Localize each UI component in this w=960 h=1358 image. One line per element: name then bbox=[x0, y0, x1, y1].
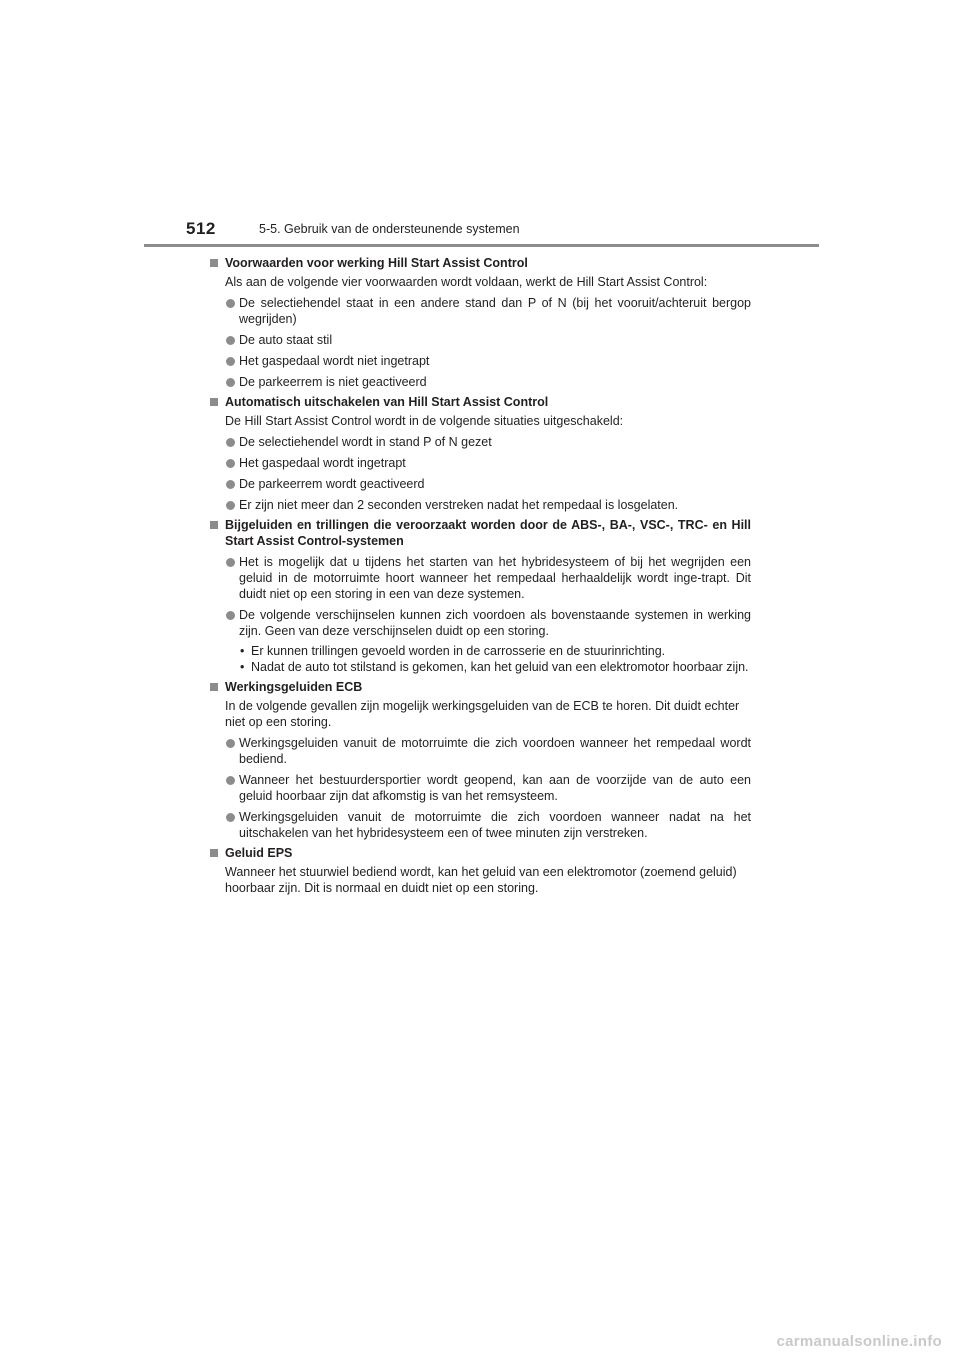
section-intro: Als aan de volgende vier voorwaarden wordt voldaan, werkt de Hill Start Assist Control: bbox=[225, 275, 708, 289]
list-item: De parkeerrem wordt geactiveerd bbox=[210, 476, 751, 492]
section-heading: Bijgeluiden en trillingen die veroorzaakt worden door de ABS-, BA-, VSC-, TRC- en Hill Start Assist Control-systemen bbox=[210, 517, 751, 549]
round-bullet-icon bbox=[226, 378, 235, 387]
dot-marker-icon: • bbox=[240, 660, 245, 674]
dot-marker-icon: • bbox=[240, 644, 245, 658]
section-heading: Voorwaarden voor werking Hill Start Assist Control bbox=[210, 255, 751, 271]
list-item: De volgende verschijnselen kunnen zich voordoen als bovenstaande systemen in werking zijn. Geen van deze verschijnselen duidt op een storing. bbox=[210, 607, 751, 639]
section-intro: In de volgende gevallen zijn mogelijk werkingsgeluiden van de ECB te horen. Dit duidt echter niet op een storing. bbox=[225, 699, 740, 729]
list-item: De selectiehendel staat in een andere stand dan P of N (bij het vooruit/achteruit bergop wegrijden) bbox=[210, 295, 751, 327]
watermark-logo: carmanualsonline.info bbox=[776, 1333, 942, 1350]
section-intro: De Hill Start Assist Control wordt in de volgende situaties uitgeschakeld: bbox=[225, 414, 624, 428]
list-item: Er zijn niet meer dan 2 seconden verstreken nadat het rempedaal is losgelaten. bbox=[210, 497, 751, 513]
round-bullet-icon bbox=[226, 739, 235, 748]
round-bullet-icon bbox=[226, 438, 235, 447]
square-bullet-icon bbox=[210, 398, 218, 406]
round-bullet-icon bbox=[226, 501, 235, 510]
list-item: Het gaspedaal wordt niet ingetrapt bbox=[210, 353, 751, 369]
round-bullet-icon bbox=[226, 299, 235, 308]
round-bullet-icon bbox=[226, 611, 235, 620]
round-bullet-icon bbox=[226, 459, 235, 468]
list-item: Het is mogelijk dat u tijdens het starten van het hybridesysteem of bij het wegrijden een geluid in de motorruimte hoort wanneer het rempedaal herhaaldelijk wordt inge-trapt. Dit duidt niet op een storing in een van deze systemen. bbox=[210, 554, 751, 602]
round-bullet-icon bbox=[226, 336, 235, 345]
header-rule bbox=[144, 244, 819, 247]
sub-list-item: • Er kunnen trillingen gevoeld worden in de carrosserie en de stuurinrichting. bbox=[240, 644, 666, 658]
page-number: 512 bbox=[186, 219, 216, 238]
round-bullet-icon bbox=[226, 357, 235, 366]
list-item: Wanneer het bestuurdersportier wordt geopend, kan aan de voorzijde van de auto een geluid hoorbaar zijn dat afkomstig is van het remsysteem. bbox=[210, 772, 751, 804]
section-heading: Werkingsgeluiden ECB bbox=[210, 679, 751, 695]
list-item: Het gaspedaal wordt ingetrapt bbox=[210, 455, 751, 471]
list-item: De parkeerrem is niet geactiveerd bbox=[210, 374, 751, 390]
list-item: De auto staat stil bbox=[210, 332, 751, 348]
sub-list bbox=[210, 643, 751, 675]
list-item: Werkingsgeluiden vanuit de motorruimte die zich voordoen wanneer het rempedaal wordt bediend. bbox=[210, 735, 751, 767]
sub-list-item: • Nadat de auto tot stilstand is gekomen, kan het geluid van een elektromotor hoorbaar zijn. bbox=[240, 660, 749, 674]
square-bullet-icon bbox=[210, 521, 218, 529]
square-bullet-icon bbox=[210, 259, 218, 267]
section-heading: Geluid EPS bbox=[210, 845, 751, 861]
section-title: 5-5. Gebruik van de ondersteunende systemen bbox=[259, 222, 520, 236]
square-bullet-icon bbox=[210, 849, 218, 857]
section-heading: Automatisch uitschakelen van Hill Start Assist Control bbox=[210, 394, 751, 410]
square-bullet-icon bbox=[210, 683, 218, 691]
round-bullet-icon bbox=[226, 776, 235, 785]
round-bullet-icon bbox=[226, 558, 235, 567]
list-item: Werkingsgeluiden vanuit de motorruimte die zich voordoen wanneer nadat na het uitschakelen van het hybridesysteem een of twee minuten zijn verstreken. bbox=[210, 809, 751, 841]
section-intro: Wanneer het stuurwiel bediend wordt, kan het geluid van een elektromotor (zoemend geluid) hoorbaar zijn. Dit is normaal en duidt niet op een storing. bbox=[225, 865, 737, 895]
round-bullet-icon bbox=[226, 480, 235, 489]
page-content bbox=[210, 255, 751, 896]
list-item: De selectiehendel wordt in stand P of N gezet bbox=[210, 434, 751, 450]
round-bullet-icon bbox=[226, 813, 235, 822]
